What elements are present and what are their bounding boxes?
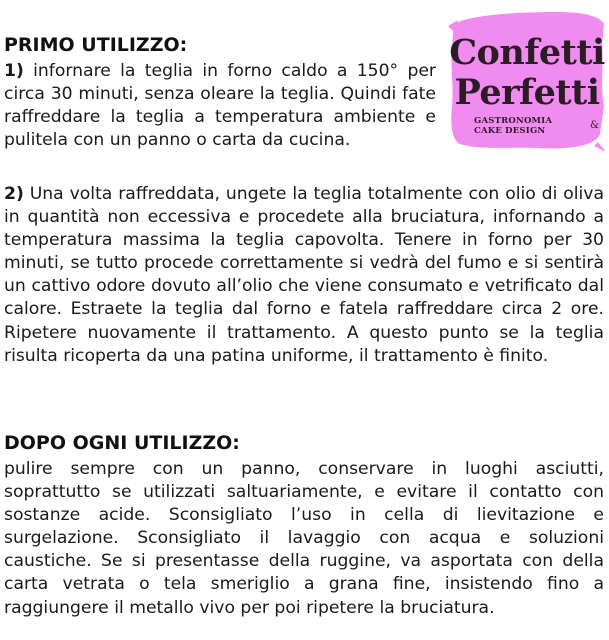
- logo-word-perfetti: Perfetti: [454, 72, 600, 113]
- section-title-dopo-ogni-utilizzo: DOPO OGNI UTILIZZO:: [4, 432, 240, 454]
- step-1-number: 1): [4, 61, 24, 81]
- logo-tagline: [474, 116, 552, 136]
- logo-tagline-cake-design: CAKE DESIGN: [474, 126, 546, 136]
- section-title-primo-utilizzo: PRIMO UTILIZZO:: [4, 34, 188, 56]
- step-2-number: 2): [4, 184, 24, 204]
- logo-word-confetti: Confetti: [449, 32, 605, 73]
- step-2-paragraph: [4, 183, 604, 368]
- logo-ampersand: &: [590, 120, 599, 131]
- confetti-perfetti-logo: [448, 6, 606, 154]
- step-1-text: infornare la teglia in forno caldo a 150° per circa 30 minuti, senza oleare la teglia. Quindi fate raffreddare la teglia a temperatura ambiente e pulitela con un panno o carta da cucina.: [4, 61, 436, 151]
- care-paragraph: pulire sempre con un panno, conservare in luoghi asciutti, soprattutto se utilizzati saltuariamente, e evitare il contatto con sostanze acide. Sconsigliato l’uso in cella di lievitazione e surgelazione. Sconsigliato il lavaggio con acqua e soluzioni caustiche. Se si presentasse della ruggine, va asportata con della carta vetrata o tela smeriglio a grana fine, insistendo fino a raggiungere il metallo vivo per poi ripetere la bruciatura.: [4, 459, 604, 618]
- step-2-text: Una volta raffreddata, ungete la teglia totalmente con olio di oliva in quantità non eccessiva e procedete alla bruciatura, infornando a temperatura massima la teglia capovolta. Tenere in forno per 30 minuti, se tutto procede correttamente si vedrà del fumo e si sentirà un cattivo odore dovuto all’olio che viene consumato e vetrificato dal calore. Estraete la teglia dal forno e fatela raffreddare circa 2 ore. Ripetere nuovamente il trattamento. A questo punto se la teglia risulta ricoperta da una patina uniforme, il trattamento è finito.: [4, 184, 604, 366]
- step-1-paragraph: [4, 60, 436, 152]
- logo-tagline-gastronomia: GASTRONOMIA: [474, 116, 553, 126]
